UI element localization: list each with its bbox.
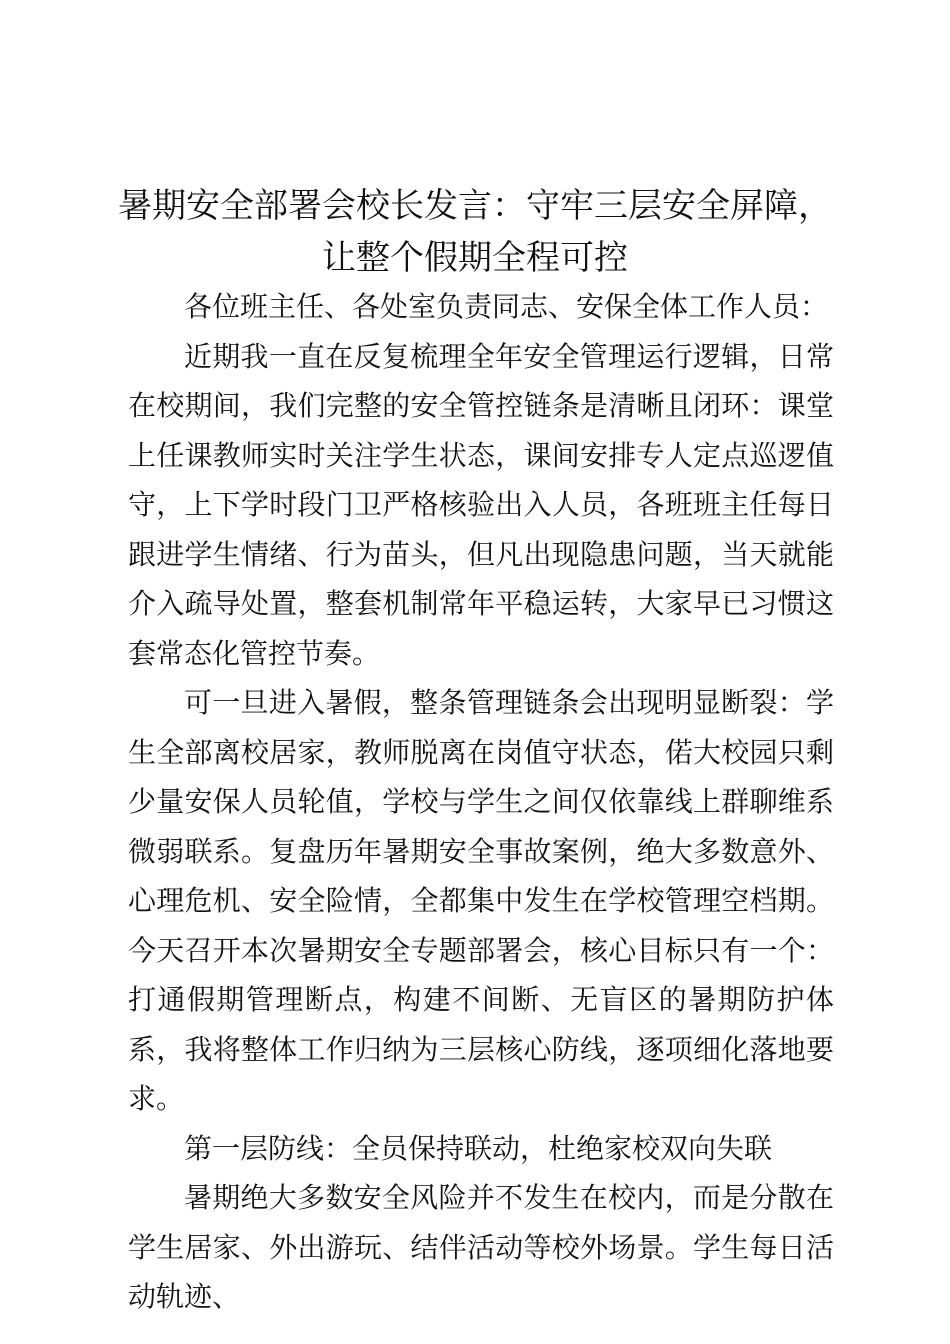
section-heading: 第一层防线：全员保持联动，杜绝家校双向失联 [184,1131,773,1165]
body-paragraph: 可一旦进入暑假，整条管理链条会出现明显断裂：学生全部离校居家，教师脱离在岗值守状态，偌大校园只剩少量安保人员轮值，学校与学生之间仅依靠线上群聊维系微弱联系。复盘历年暑期安全事故案例，绝大多数意外、心理危机、安全险情，全都集中发生在学校管理空档期。今天召开本次暑期安全专题部署会，核心目标只有一个：打通假期管理断点，构建不间断、无盲区的暑期防护体系，我将整体工作归纳为三层核心防线，逐项细化落地要求。 [128,686,834,1115]
body-paragraph: 暑期绝大多数安全风险并不发生在校内，而是分散在学生居家、外出游玩、结伴活动等校外场景。学生每日活动轨迹、 [128,1181,834,1313]
salutation-paragraph: 各位班主任、各处室负责同志、安保全体工作人员： [184,290,829,323]
title-line-1: 暑期安全部署会校长发言：守牢三层安全屏障， [118,186,832,226]
body-paragraph: 近期我一直在反复梳理全年安全管理运行逻辑，日常在校期间，我们完整的安全管控链条是清晰且闭环：课堂上任课教师实时关注学生状态，课间安排专人定点巡逻值守，上下学时段门卫严格核验出入人员，各班班主任每日跟进学生情绪、行为苗头，但凡出现隐患问题，当天就能介入疏导处置，整套机制常年平稳运转，大家早已习惯这套常态化管控节奏。 [128,339,834,670]
title-line-2: 让整个假期全程可控 [322,238,628,278]
document-title [0,180,950,284]
document-body [128,282,834,1322]
